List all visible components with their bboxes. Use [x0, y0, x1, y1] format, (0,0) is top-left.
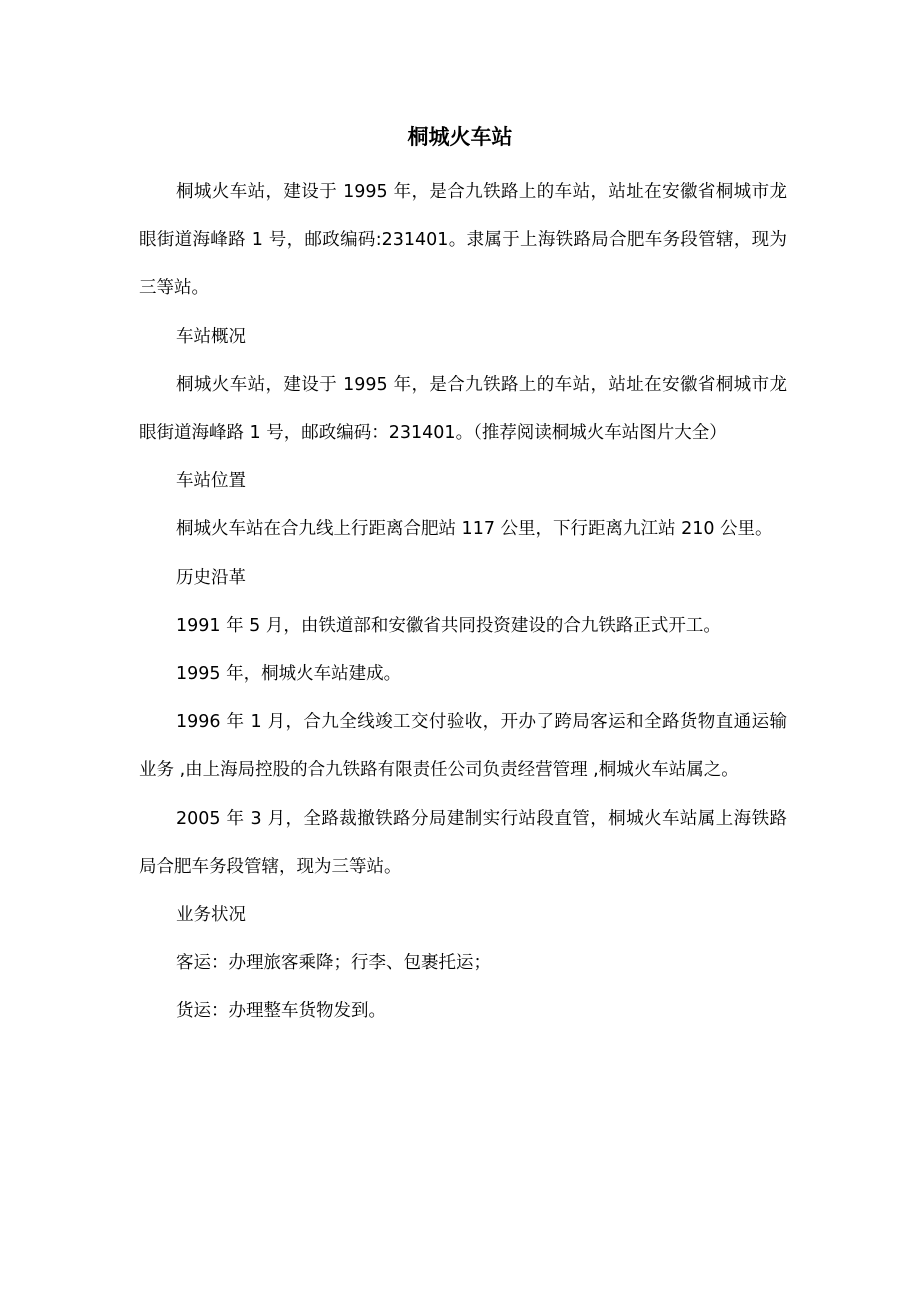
section-heading-history: 历史沿革 — [176, 567, 246, 588]
paragraph-overview: 桐城火车站，建设于 1995 年，是合九铁路上的车站，站址在安徽省桐城市龙眼街道海峰路 1 号，邮政编码：231401。（推荐阅读桐城火车站图片大全） — [139, 374, 787, 444]
paragraph-history-1996: 1996 年 1 月，合九全线竣工交付验收，开办了跨局客运和全路货物直通运输业务 ,由上海局控股的合九铁路有限责任公司负责经营管理 ,桐城火车站属之。 — [139, 712, 787, 781]
paragraph-history-1991: 1991 年 5 月，由铁道部和安徽省共同投资建设的合九铁路正式开工。 — [176, 615, 721, 636]
paragraph-location: 桐城火车站在合九线上行距离合肥站 117 公里，下行距离九江站 210 公里。 — [176, 519, 773, 540]
paragraph-history-1995: 1995 年，桐城火车站建成。 — [176, 664, 402, 685]
paragraph-passenger: 客运：办理旅客乘降；行李、包裹托运； — [176, 953, 491, 974]
section-heading-overview: 车站概况 — [176, 326, 246, 347]
paragraph-intro: 桐城火车站，建设于 1995 年，是合九铁路上的车站，站址在安徽省桐城市龙眼街道海峰路 1 号，邮政编码:231401。隶属于上海铁路局合肥车务段管辖，现为三等站。 — [139, 182, 787, 299]
document-body — [139, 168, 787, 1036]
document-title: 桐城火车站 — [407, 125, 513, 149]
paragraph-freight: 货运：办理整车货物发到。 — [176, 1001, 386, 1022]
section-heading-location: 车站位置 — [176, 471, 246, 492]
paragraph-history-2005: 2005 年 3 月，全路裁撤铁路分局建制实行站段直管，桐城火车站属上海铁路局合肥车务段管辖，现为三等站。 — [139, 808, 787, 877]
section-heading-business: 业务状况 — [176, 905, 246, 926]
